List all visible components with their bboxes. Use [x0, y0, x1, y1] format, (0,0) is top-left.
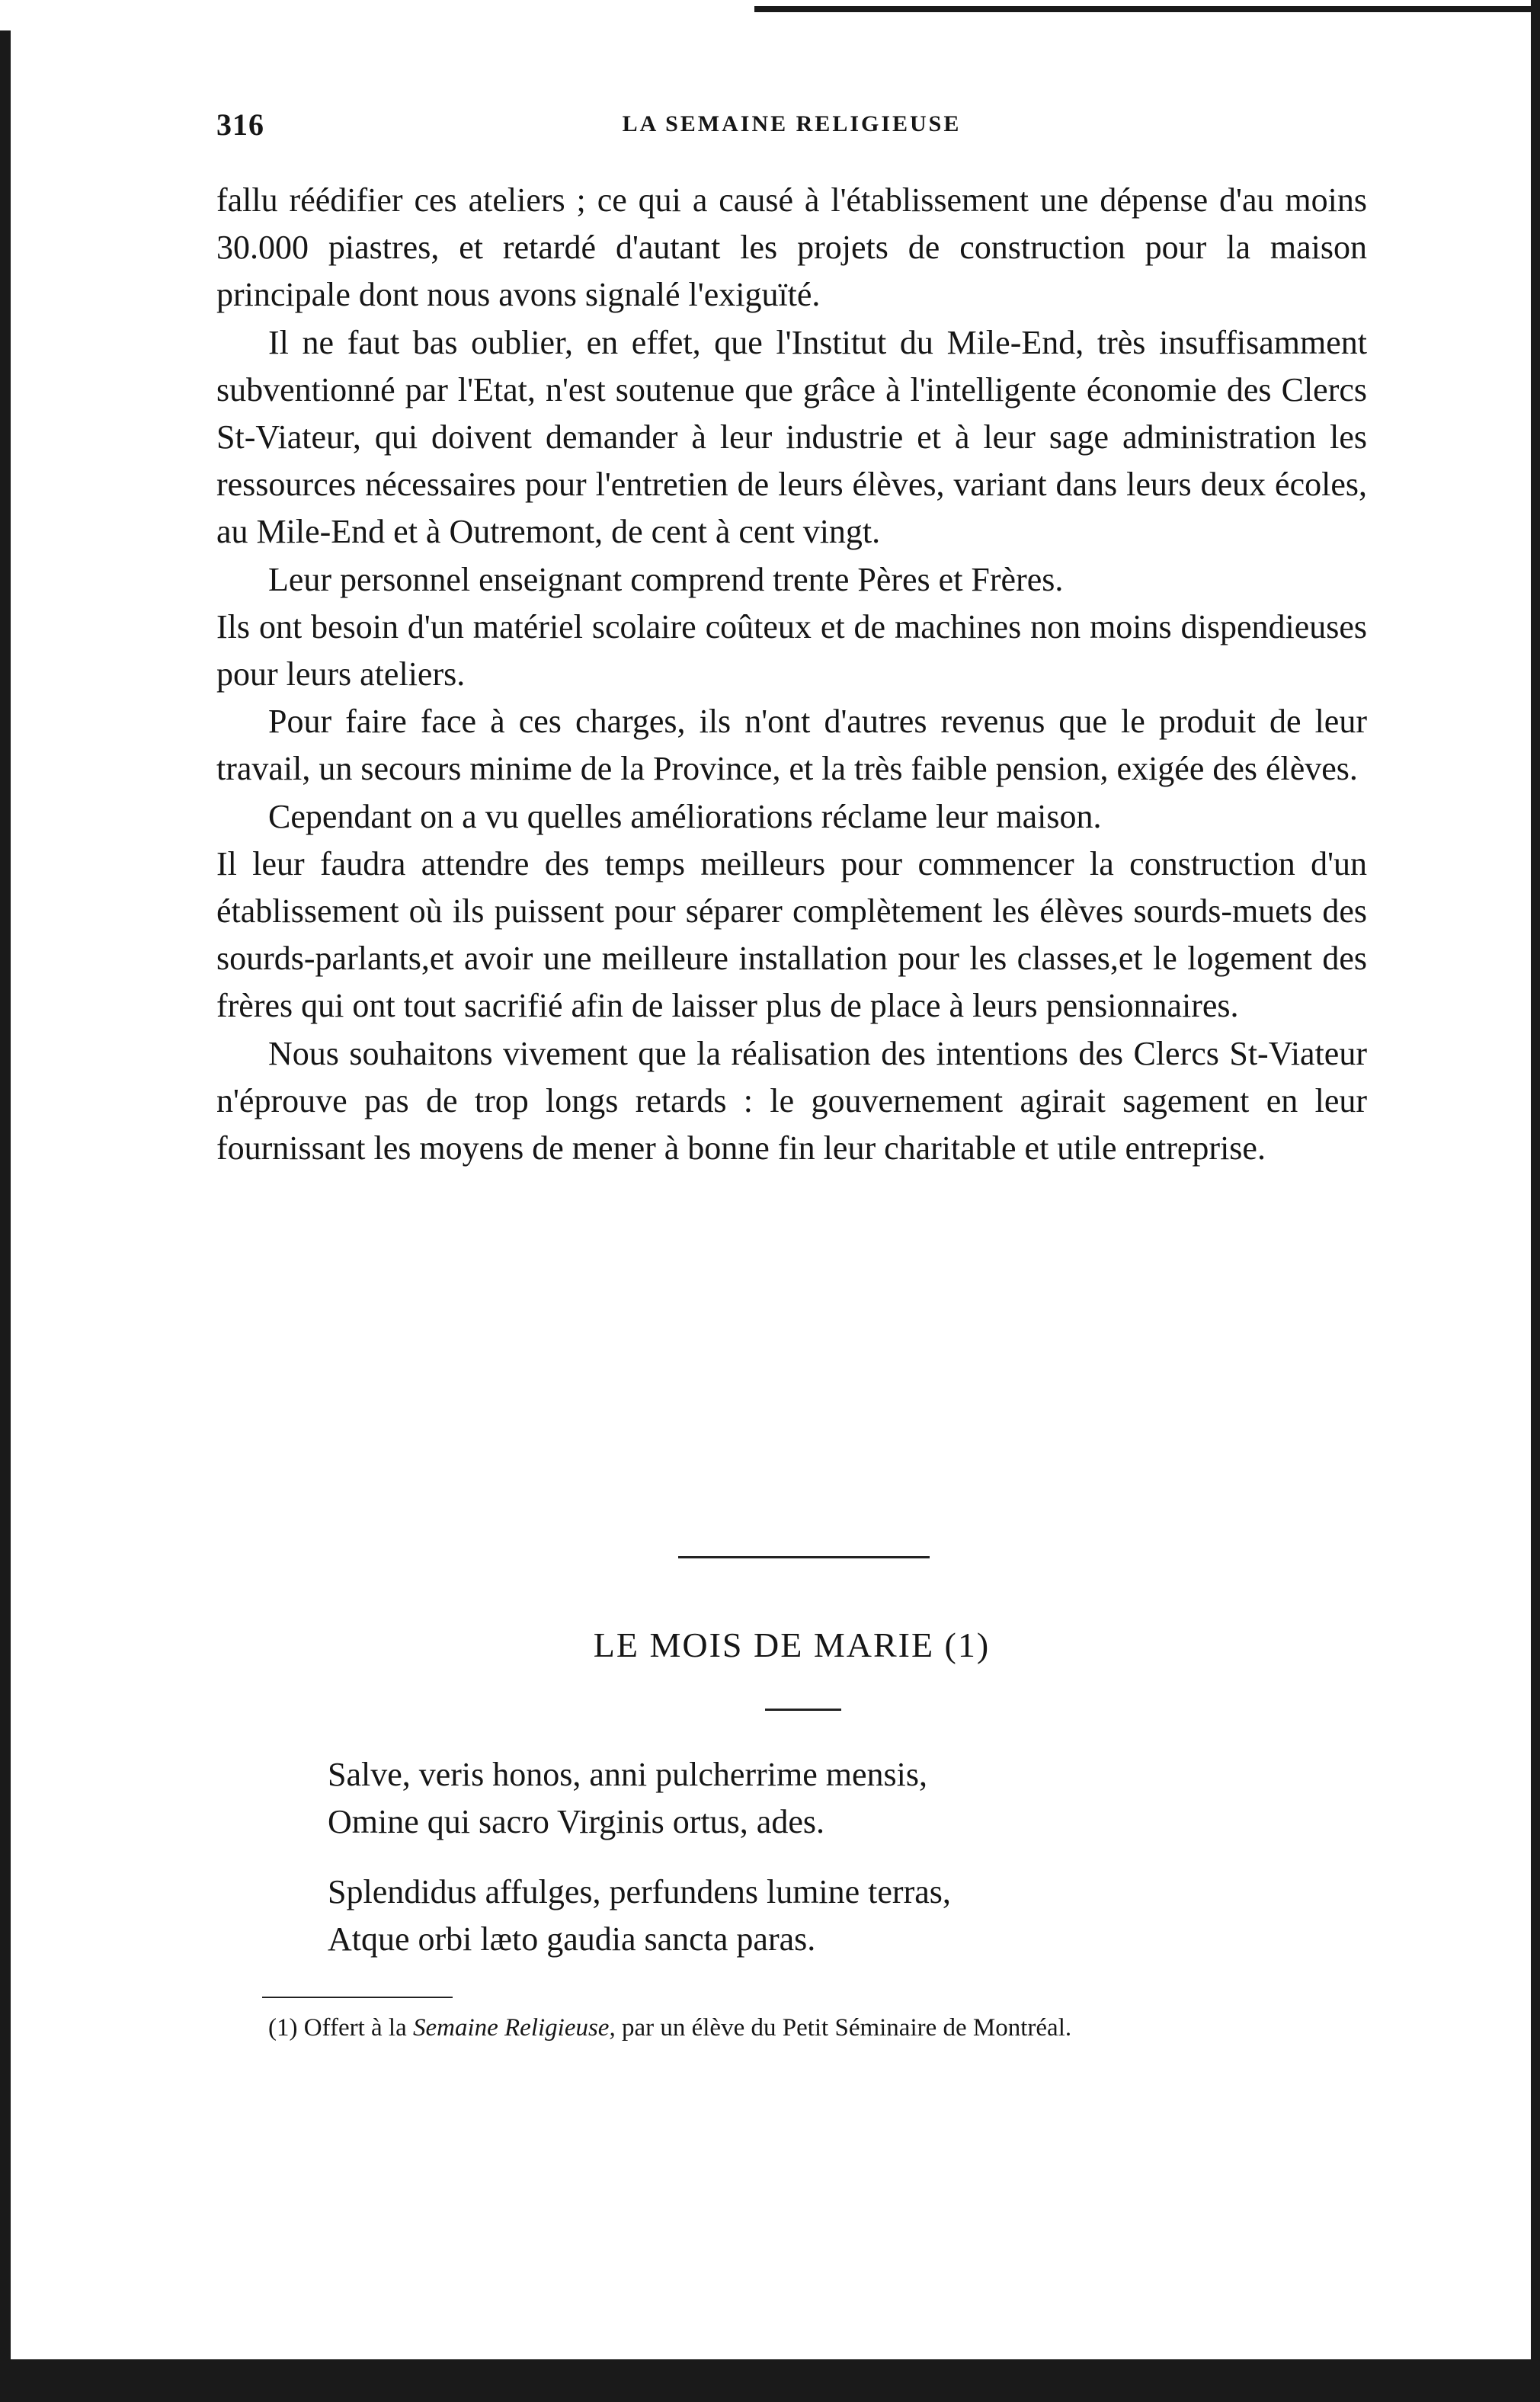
- poem-verse: Splendidus affulges, perfundens lumine terras,: [328, 1873, 951, 1910]
- article-body: [216, 177, 1367, 1172]
- title-underline: [765, 1709, 841, 1711]
- paragraph: Pour faire face à ces charges, ils n'ont d'autres revenus que le produit de leur travail, un secours minime de la Province, et la très faible pension, exigée des élèves.: [216, 703, 1367, 788]
- page-number: 316: [216, 107, 264, 142]
- paragraph-continued: fallu réédifier ces ateliers ; ce qui a causé à l'établissement une dépense d'au moins 30.000 piastres, et retardé d'autant les projets de construction pour la maison principale dont nous avons signalé l'exiguïté.: [216, 181, 1367, 314]
- running-title: LA SEMAINE RELIGIEUSE: [622, 111, 962, 136]
- paragraph: Il leur faudra attendre des temps meilleurs pour commencer la construction d'un établissement où ils puissent pour séparer complètement les élèves sourds-muets des sourds-parlants,et avoir une meilleure installation pour les classes,et le logement des frères qui ont tout sacrifié afin de laisser plus de place à leurs pensionnaires.: [216, 844, 1367, 1025]
- footnote-suffix: par un élève du Petit Séminaire de Montréal.: [615, 2014, 1072, 2042]
- scan-border-top: [754, 6, 1532, 12]
- poem-verse: Atque orbi læto gaudia sancta paras.: [328, 1920, 816, 1958]
- paragraph: Leur personnel enseignant comprend trente Pères et Frères.: [268, 560, 1064, 598]
- paragraph: Nous souhaitons vivement que la réalisation des intentions des Clercs St-Viateur n'éprouve pas de trop longs retards : le gouvernement agirait sagement en leur fournissant les moyens de mener à bonne fin leur charitable et utile entreprise.: [216, 1034, 1367, 1167]
- paragraph: Ils ont besoin d'un matériel scolaire coûteux et de machines non moins dispendieuses pour leurs ateliers.: [216, 607, 1367, 693]
- footnote-publication: Semaine Religieuse,: [412, 2014, 616, 2042]
- paragraph: Cependant on a vu quelles améliorations réclame leur maison.: [268, 797, 1102, 835]
- footnote-prefix: (1) Offert à la: [268, 2014, 413, 2042]
- scan-border-bottom: [0, 2359, 1540, 2402]
- running-head: [216, 107, 1367, 152]
- poem-title: LE MOIS DE MARIE (1): [593, 1625, 991, 1664]
- poem: [328, 1751, 1318, 1986]
- footnote-divider: [262, 1997, 453, 1998]
- poem-stanza: [328, 1869, 1318, 1963]
- footnote: [216, 2012, 1367, 2044]
- poem-verse: Omine qui sacro Virginis ortus, ades.: [328, 1803, 824, 1840]
- scan-border-left: [0, 30, 11, 2378]
- poem-verse: Salve, veris honos, anni pulcherrime mensis,: [328, 1756, 927, 1793]
- paragraph: Il ne faut bas oublier, en effet, que l'Institut du Mile-End, très insuffisamment subventionné par l'Etat, n'est soutenue que grâce à l'intelligente économie des Clercs St-Viateur, qui doivent demander à leur industrie et à leur sage administration les ressources nécessaires pour l'entretien de leurs élèves, variant dans leurs deux écoles, au Mile-End et à Outremont, de cent à cent vingt.: [216, 323, 1367, 551]
- poem-stanza: [328, 1751, 1318, 1846]
- scan-border-right: [1531, 0, 1540, 2402]
- section-divider: [678, 1556, 930, 1558]
